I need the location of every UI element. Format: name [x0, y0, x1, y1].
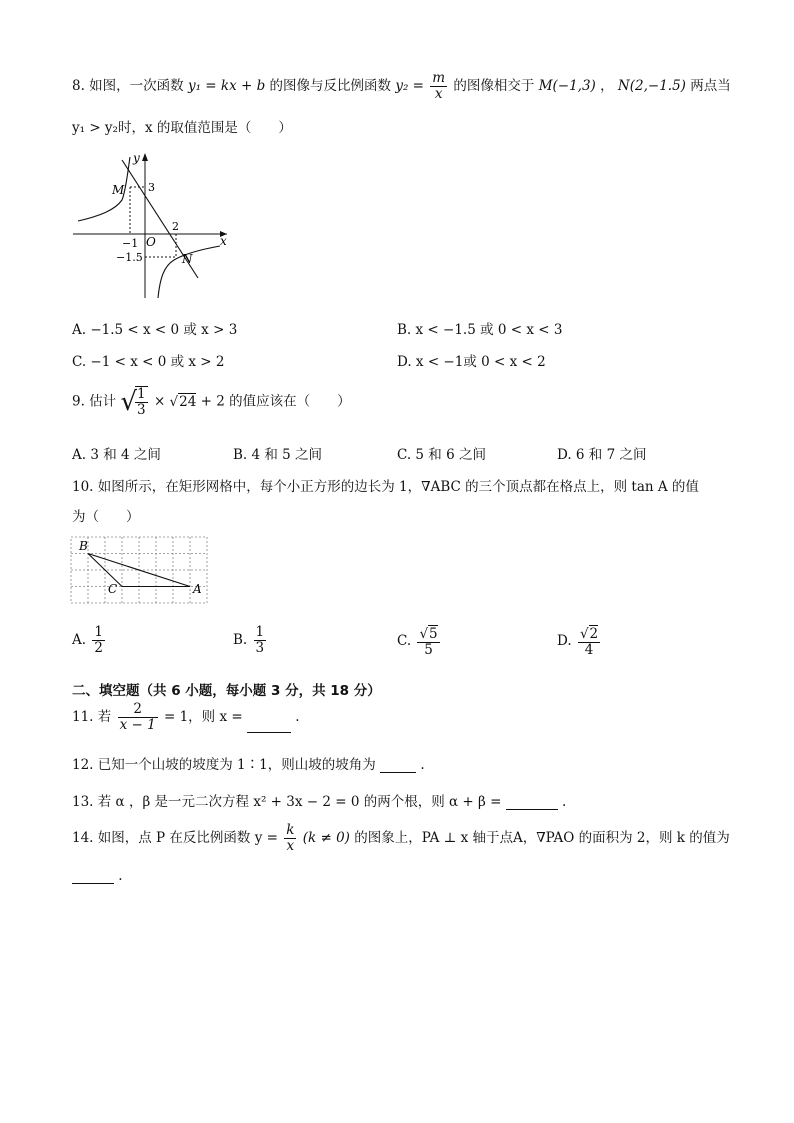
q12-line	[72, 753, 425, 773]
q8-label-o: O	[146, 235, 156, 249]
q8-figure	[70, 150, 235, 302]
q10-label-a: A	[193, 582, 202, 596]
q10-option-d-num: √2	[579, 626, 599, 642]
q8-y2-numerator: m	[432, 70, 446, 86]
q12-answer-blank[interactable]	[380, 758, 416, 773]
q8-y2-fraction	[430, 71, 447, 102]
q10-option-c-label: C.	[397, 633, 412, 649]
q10-option-c-fraction	[417, 625, 439, 658]
q8-text-suffix: 两点当	[690, 78, 731, 94]
q11-text-prefix: 11. 若	[72, 709, 112, 725]
q8-label-y: y	[133, 151, 140, 165]
q8-y2-lhs: y₂ =	[395, 78, 424, 94]
q8-point-m: M(−1,3)	[538, 78, 596, 94]
q10-option-a-den: 2	[94, 640, 103, 656]
q9-text-suffix: + 2 的值应该在（ ）	[200, 393, 351, 410]
q10-option-a-fraction	[92, 625, 105, 656]
q8-point-n: N(2,−1.5)	[617, 78, 686, 94]
q14-text-prefix: 14. 如图，点 P 在反比例函数 y =	[72, 830, 278, 846]
q10-option-d-label: D.	[557, 633, 572, 649]
q14-text-suffix: 的图象上，PA ⊥ x 轴于点A，∇PAO 的面积为 2，则 k 的值为	[354, 830, 730, 846]
q11-numerator: 2	[118, 702, 158, 718]
q13-answer-blank[interactable]	[506, 795, 558, 810]
q10-option-d-num-value: 2	[589, 626, 599, 642]
q10-option-c-den: 5	[424, 642, 433, 658]
q8-line2: y₁ > y₂时，x 的取值范围是（ ）	[72, 120, 292, 136]
q9-option-c[interactable]: C. 5 和 6 之间	[397, 447, 486, 463]
q11-end: .	[295, 709, 300, 725]
q9-fraction	[135, 386, 148, 418]
q8-comma: ，	[600, 78, 614, 94]
q8-option-d[interactable]: D. x < −1或 0 < x < 2	[397, 354, 546, 370]
q8-text-prefix: 8. 如图，一次函数	[72, 78, 184, 94]
q8-text-mid2: 的图像相交于	[453, 78, 535, 94]
q11-answer-blank[interactable]	[247, 718, 291, 733]
q8-label-x: x	[220, 234, 227, 248]
q11-denominator: x − 1	[119, 717, 156, 733]
q9-line	[72, 386, 351, 418]
q9-sqrt-fraction	[120, 386, 149, 418]
q8-label-m: M	[112, 183, 125, 197]
q14-fraction	[284, 823, 296, 854]
q8-tick-neg15: −1.5	[116, 251, 143, 264]
q8-option-a[interactable]: A. −1.5 < x < 0 或 x > 3	[72, 322, 238, 338]
q10-line1: 10. 如图所示，在矩形网格中，每个小正方形的边长为 1，∇ABC 的三个顶点都在格点上，则 tan A 的值	[72, 479, 699, 495]
q9-times: ×	[153, 393, 166, 410]
q8-text-mid1: 的图像与反比例函数	[269, 78, 392, 94]
q9-fraction-denominator: 3	[137, 402, 146, 418]
q10-label-c: C	[108, 582, 118, 596]
q8-y2-denominator: x	[434, 86, 443, 102]
q9-text-prefix: 9. 估计	[72, 393, 117, 410]
q10-option-b-den: 3	[255, 640, 265, 656]
q10-figure	[70, 536, 210, 606]
q11-line	[72, 702, 300, 733]
q9-option-d[interactable]: D. 6 和 7 之间	[557, 447, 647, 463]
q14-end: .	[118, 868, 123, 884]
q8-tick-2: 2	[172, 220, 179, 233]
q10-option-a[interactable]	[72, 625, 107, 656]
q12-end: .	[420, 757, 425, 773]
q9-option-b[interactable]: B. 4 和 5 之间	[233, 447, 323, 463]
q11-fraction	[118, 702, 158, 733]
q10-option-a-num: 1	[94, 624, 103, 640]
q12-text: 12. 已知一个山坡的坡度为 1∶1，则山坡的坡角为	[72, 757, 376, 773]
q11-text-suffix: = 1，则 x =	[163, 709, 243, 725]
q8-y1-equation: y₁ = kx + b	[187, 78, 266, 94]
q14-line1	[72, 823, 730, 854]
q10-option-b-fraction	[254, 625, 267, 656]
q8-line1	[72, 71, 731, 102]
q13-line	[72, 790, 566, 810]
q10-option-b[interactable]	[233, 625, 268, 656]
q9-sqrt24-value: 24	[179, 393, 197, 410]
q10-option-d-fraction	[578, 625, 600, 658]
q13-end: .	[562, 794, 567, 810]
q10-line2: 为（ ）	[72, 509, 140, 525]
q10-option-d-den: 4	[584, 642, 594, 658]
q10-option-d[interactable]	[557, 625, 602, 658]
q10-option-a-label: A.	[72, 632, 87, 648]
q14-denominator: x	[286, 838, 295, 854]
q9-radical-sign: √	[120, 387, 138, 417]
q8-option-c[interactable]: C. −1 < x < 0 或 x > 2	[72, 354, 225, 370]
q8-y-arrow	[142, 153, 148, 161]
q8-label-n: N	[182, 252, 193, 266]
q14-numerator: k	[286, 822, 295, 838]
q9-sqrt24: √24	[169, 393, 197, 410]
q10-option-c-num-value: 5	[429, 626, 438, 642]
q10-option-b-num: 1	[255, 624, 265, 640]
q8-tick-neg1: −1	[122, 237, 139, 250]
q9-fraction-numerator: 1	[137, 386, 146, 402]
section2-title: 二、填空题（共 6 小题，每小题 3 分，共 18 分）	[72, 683, 381, 699]
q14-answer-blank[interactable]	[72, 869, 114, 884]
q14-condition: (k ≠ 0)	[302, 830, 350, 846]
q8-tick-3: 3	[148, 181, 155, 194]
q14-line2	[72, 868, 123, 884]
q10-option-b-label: B.	[233, 632, 248, 648]
q8-option-b[interactable]: B. x < −1.5 或 0 < x < 3	[397, 322, 563, 338]
q13-text: 13. 若 α ，β 是一元二次方程 x² + 3x − 2 = 0 的两个根，则 α + β =	[72, 794, 502, 810]
q10-option-c-num: √5	[419, 626, 438, 642]
q9-option-a[interactable]: A. 3 和 4 之间	[72, 447, 161, 463]
q10-label-b: B	[79, 539, 88, 553]
q10-option-c[interactable]	[397, 625, 442, 658]
